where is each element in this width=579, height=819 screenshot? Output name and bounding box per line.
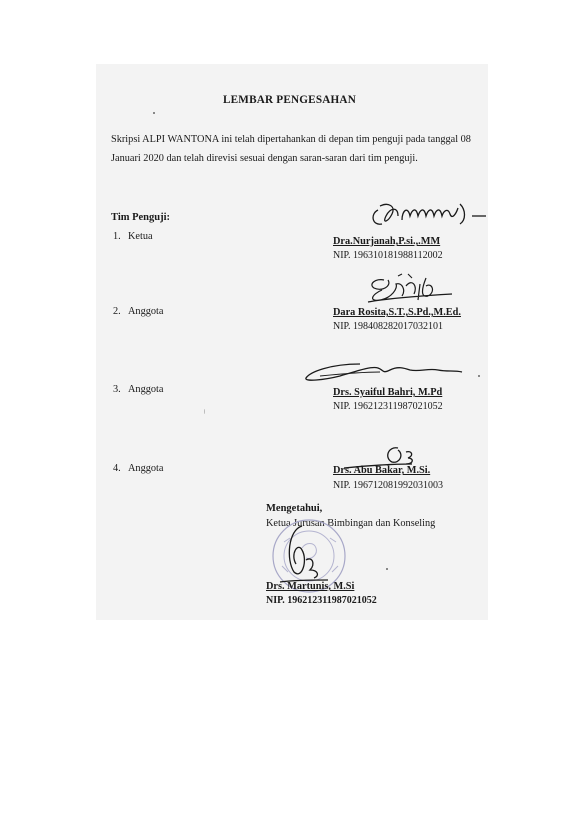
- examiner-1-nip: NIP. 196310181988112002: [333, 250, 443, 261]
- signature-acknowledgement: [272, 520, 332, 590]
- examiner-4-role: Anggota: [128, 463, 164, 474]
- examiner-4-nip: NIP. 196712081992031003: [333, 480, 444, 491]
- examiner-2-number: 2.: [113, 306, 121, 317]
- acknowledgement-name: Drs. Martunis, M.Si: [266, 581, 355, 592]
- signature-3: [300, 358, 470, 386]
- signature-1: [368, 196, 488, 230]
- examiner-3-role: Anggota: [128, 384, 164, 395]
- scan-speck: [153, 112, 155, 114]
- examiner-4-name: Drs. Abu Bakar, M.Si.: [333, 465, 431, 476]
- examiner-2-name: Dara Rosita,S.T.,S.Pd.,M.Ed.: [333, 307, 461, 318]
- scan-speck: [386, 568, 388, 570]
- acknowledgement-position: Ketua Jurusan Bimbingan dan Konseling: [266, 518, 436, 529]
- examiner-1-name: Dra.Nurjanah,P.si.,.MM: [333, 236, 441, 247]
- acknowledgement-nip: NIP. 196212311987021052: [266, 595, 377, 606]
- examiner-4-number: 4.: [113, 463, 121, 474]
- scan-speck: [478, 375, 480, 377]
- scan-speck: [204, 409, 205, 414]
- examiner-1-number: 1.: [113, 231, 121, 242]
- examiner-3-nip: NIP. 196212311987021052: [333, 401, 443, 412]
- signature-2: [362, 272, 458, 310]
- examiner-2-role: Anggota: [128, 306, 164, 317]
- examiner-3-number: 3.: [113, 384, 121, 395]
- panel-label: Tim Penguji:: [111, 212, 171, 223]
- examiner-3-name: Drs. Syaiful Bahri, M.Pd: [333, 387, 443, 398]
- acknowledgement-heading: Mengetahui,: [266, 503, 323, 514]
- page-title: LEMBAR PENGESAHAN: [222, 94, 356, 106]
- examiner-2-nip: NIP. 198408282017032101: [333, 321, 444, 332]
- intro-paragraph: Skripsi ALPI WANTONA ini telah dipertahankan di depan tim penguji pada tanggal 08 Januari 2020 dan telah direvisi sesuai dengan saran-saran dari tim penguji.: [111, 134, 471, 164]
- examiner-1-role: Ketua: [128, 231, 153, 242]
